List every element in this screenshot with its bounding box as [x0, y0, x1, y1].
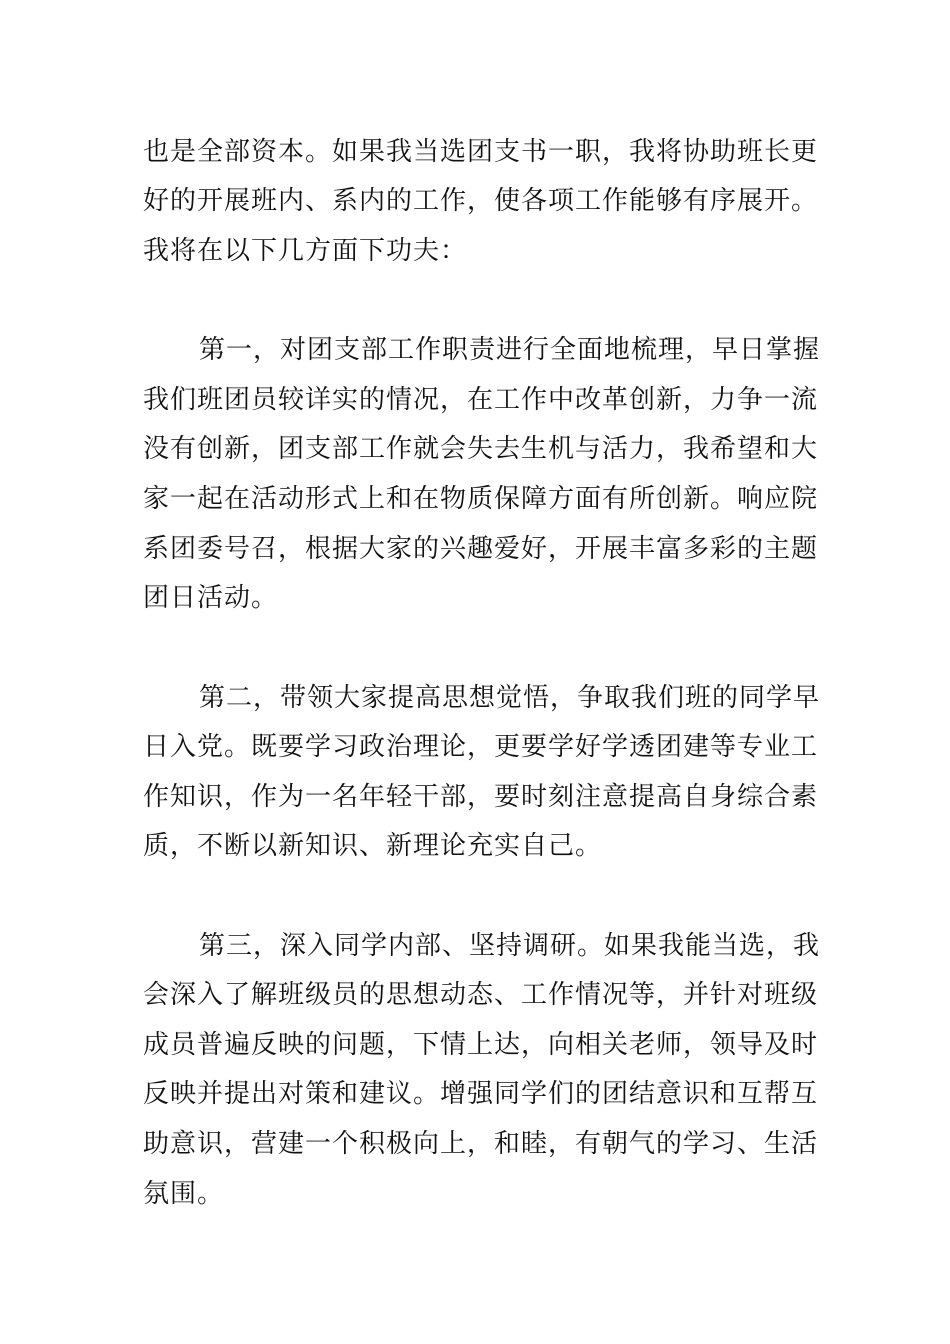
paragraph-1-line-2: 好的开展班内、系内的工作，使各项工作能够有序展开。 [143, 186, 819, 216]
paragraph-4-line-2: 会深入了解班级员的思想动态、工作情况等，并针对班级 [143, 980, 819, 1010]
paragraph-1-line-1: 也是全部资本。如果我当选团支书一职，我将协助班长更 [143, 137, 819, 167]
paragraph-4-line-3: 成员普遍反映的问题，下情上达，向相关老师，领导及时 [143, 1030, 819, 1060]
paragraph-3-line-4: 质，不断以新知识、新理论充实自己。 [143, 831, 603, 861]
paragraph-3-line-3: 作知识，作为一名年轻干部，要时刻注意提高自身综合素 [143, 782, 819, 812]
paragraph-4-line-6: 氛围。 [143, 1179, 225, 1209]
paragraph-4-line-1: 第三，深入同学内部、坚持调研。如果我能当选，我 [199, 931, 821, 961]
paragraph-3-line-1: 第二，带领大家提高思想觉悟，争取我们班的同学早 [199, 683, 821, 713]
paragraph-4-line-4: 反映并提出对策和建议。增强同学们的团结意识和互帮互 [143, 1079, 819, 1109]
paragraph-4-line-5: 助意识，营建一个积极向上，和睦，有朝气的学习、生活 [143, 1129, 819, 1159]
paragraph-2-line-2: 我们班团员较详实的情况，在工作中改革创新，力争一流 [143, 385, 819, 415]
paragraph-2-line-6: 团日活动。 [143, 583, 279, 613]
paragraph-1-line-3: 我将在以下几方面下功夫： [143, 236, 468, 266]
paragraph-2-line-5: 系团委号召，根据大家的兴趣爱好，开展丰富多彩的主题 [143, 534, 819, 564]
paragraph-3-line-2: 日入党。既要学习政治理论，更要学好学透团建等专业工 [143, 732, 819, 762]
paragraph-2-line-3: 没有创新，团支部工作就会失去生机与活力，我希望和大 [143, 434, 819, 464]
paragraph-2-line-4: 家一起在活动形式上和在物质保障方面有所创新。响应院 [143, 484, 819, 514]
paragraph-2-line-1: 第一，对团支部工作职责进行全面地梳理，早日掌握 [199, 335, 821, 365]
